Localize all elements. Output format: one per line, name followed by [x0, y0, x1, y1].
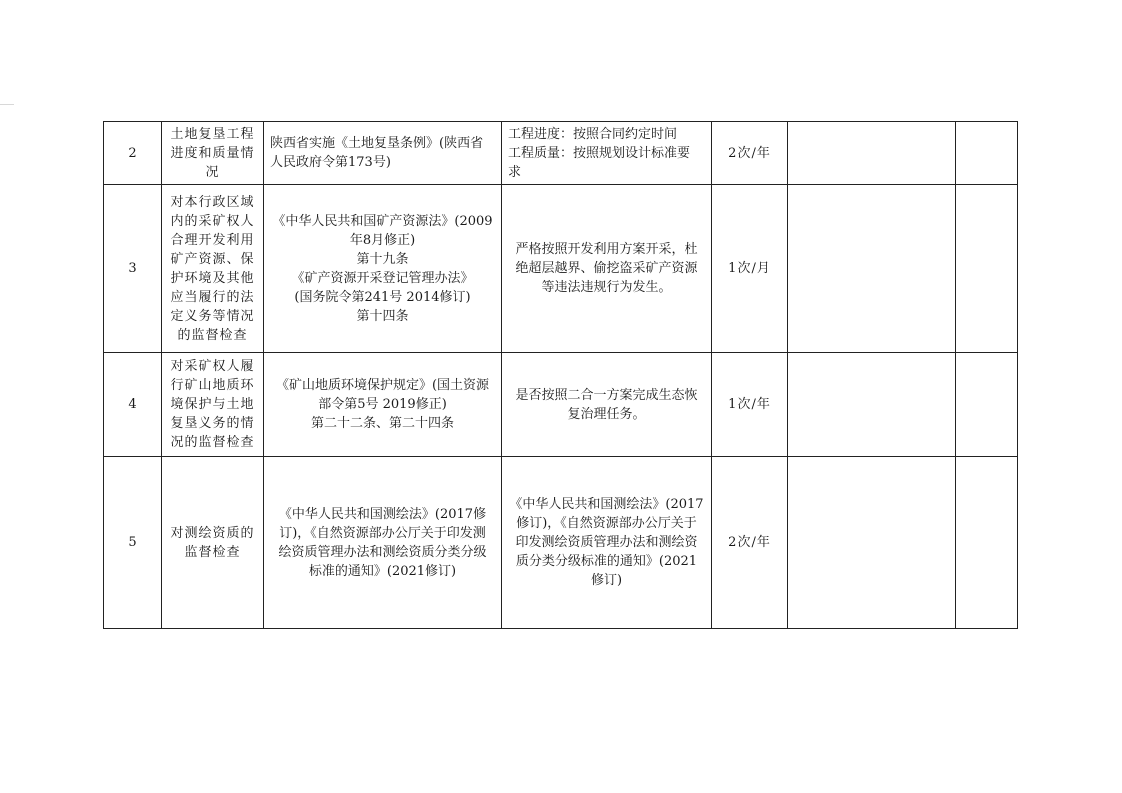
row-number: 5: [104, 457, 162, 629]
inspection-standard: 工程进度：按照合同约定时间 工程质量：按照规划设计标准要 求: [502, 122, 712, 185]
empty-cell: [956, 122, 1018, 185]
page-edge-mark: [0, 104, 14, 105]
inspection-frequency: 2次/年: [712, 457, 788, 629]
empty-cell: [956, 185, 1018, 353]
inspection-frequency: 1次/月: [712, 185, 788, 353]
inspection-item: 土地复垦工程 进度和质量情 况: [162, 122, 264, 185]
row-number: 4: [104, 353, 162, 457]
legal-basis: 《矿山地质环境保护规定》(国土资源 部令第5号 2019修正) 第二十二条、第二十四条: [264, 353, 502, 457]
inspection-standard: 是否按照二合一方案完成生态恢 复治理任务。: [502, 353, 712, 457]
inspection-standard: 严格按照开发利用方案开采，杜 绝超层越界、偷挖盗采矿产资源 等违法违规行为发生。: [502, 185, 712, 353]
inspection-item: 对采矿权人履 行矿山地质环 境保护与土地 复垦义务的情 况的监督检查: [162, 353, 264, 457]
table-row: [104, 353, 1018, 457]
inspection-table: [103, 121, 1018, 629]
table-row: [104, 457, 1018, 629]
inspection-item: 对测绘资质的 监督检查: [162, 457, 264, 629]
empty-cell: [788, 122, 956, 185]
inspection-standard: 《中华人民共和国测绘法》(2017 修订)，《自然资源部办公厅关于 印发测绘资质管理办法和测绘资 质分类分级标准的通知》(2021 修订): [502, 457, 712, 629]
legal-basis: 《中华人民共和国矿产资源法》(2009 年8月修正) 第十九条 《矿产资源开采登记管理办法》 (国务院令第241号 2014修订) 第十四条: [264, 185, 502, 353]
legal-basis: 陕西省实施《土地复垦条例》(陕西省 人民政府令第173号): [264, 122, 502, 185]
empty-cell: [956, 353, 1018, 457]
empty-cell: [788, 353, 956, 457]
table-row: [104, 185, 1018, 353]
inspection-frequency: 2次/年: [712, 122, 788, 185]
row-number: 3: [104, 185, 162, 353]
inspection-frequency: 1次/年: [712, 353, 788, 457]
empty-cell: [788, 185, 956, 353]
inspection-item: 对本行政区域 内的采矿权人 合理开发利用 矿产资源、保 护环境及其他 应当履行的法 定义务等情况 的监督检查: [162, 185, 264, 353]
empty-cell: [788, 457, 956, 629]
empty-cell: [956, 457, 1018, 629]
row-number: 2: [104, 122, 162, 185]
legal-basis: 《中华人民共和国测绘法》(2017修 订)，《自然资源部办公厅关于印发测 绘资质管理办法和测绘资质分类分级 标准的通知》(2021修订): [264, 457, 502, 629]
table-row: [104, 122, 1018, 185]
